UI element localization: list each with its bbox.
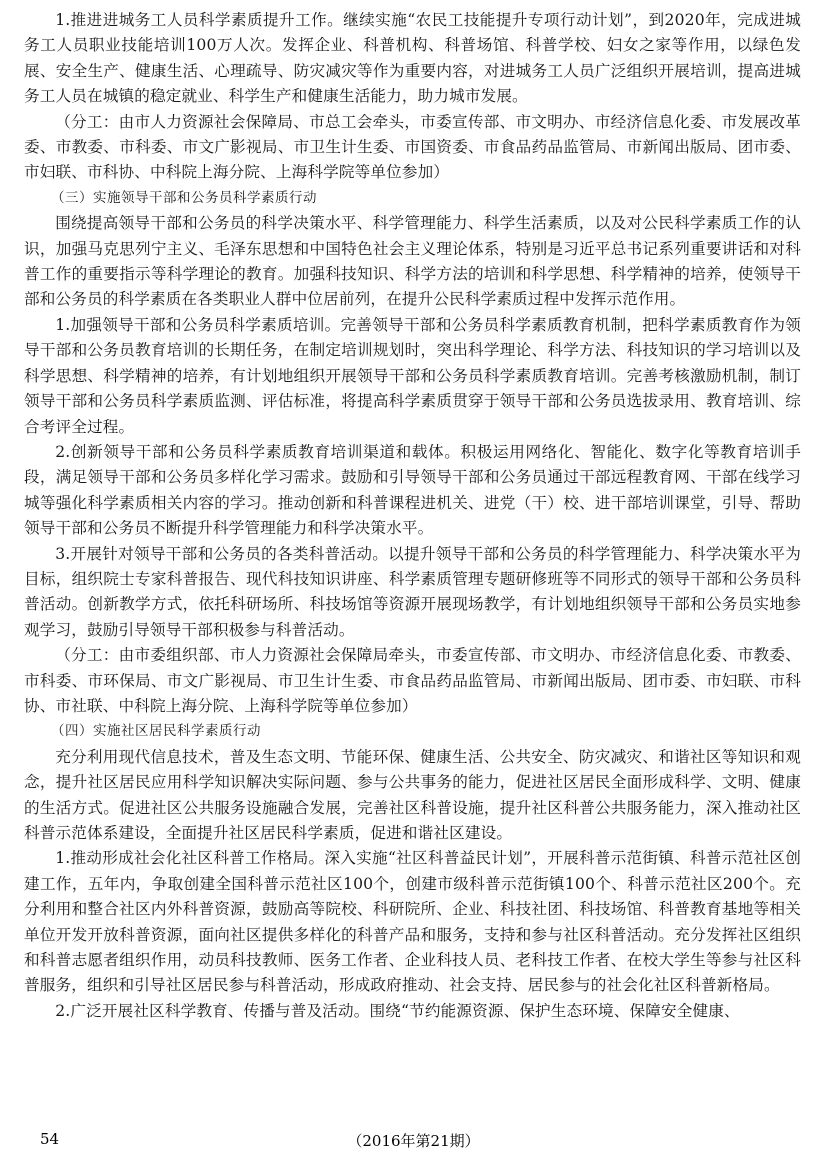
issue-label: （2016年第21期） xyxy=(347,1132,480,1150)
paragraph-officials-channels: 2.创新领导干部和公务员科学素质教育培训渠道和载体。积极运用网络化、智能化、数字化等教育培训手段，满足领导干部和公务员多样化学习需求。鼓励和引导领导干部和公务员通过干部远程教育网、干部在线学习城等强化科学素质相关内容的学习。推动创新和科普课程进机关、进党（干）校、进干部培训课堂，引导、帮助领导干部和公务员不断提升科学管理能力和科学决策水平。 xyxy=(24,442,801,538)
paragraph-migrant-workers-training: 1.推进进城务工人员科学素质提升工作。继续实施“农民工技能提升专项行动计划”，到2020年，完成进城务工人员职业技能培训100万人次。发挥企业、科普机构、科普场馆、科普学校、妇女之家等作用，以绿色发展、安全生产、健康生活、心理疏导、防灾减灾等作为重要内容，对进城务工人员广泛组织开展培训，提高进城务工人员在城镇的稳定就业、科学生产和健康生活能力，助力城市发展。 xyxy=(24,11,801,106)
paragraph-officials-activities: 3.开展针对领导干部和公务员的各类科普活动。以提升领导干部和公务员的科学管理能力、科学决策水平为目标，组织院士专家科普报告、现代科技知识讲座、科学素质管理专题研修班等不同形式的领导干部和公务员科普活动。创新教学方式，依托科研场所、科技场馆等资源开展现场教学，有计划地组织领导干部和公务员实地参观学习，鼓励引导领导干部积极参与科普活动。 xyxy=(24,544,801,639)
section-heading-community: （四）实施社区居民科学素质行动 xyxy=(51,723,261,740)
paragraph-officials-intro: 围绕提高领导干部和公务员的科学决策水平、科学管理能力、科学生活素质，以及对公民科学素质工作的认识，加强马克思列宁主义、毛泽东思想和中国特色社会主义理论体系，特别是习近平总书记系列重要讲话和对科普工作的重要指示等科学理论的教育。加强科技知识、科学方法的培训和科学思想、科学精神的培养，使领导干部和公务员的科学素质在各类职业人群中位居前列，在提升公民科学素质过程中发挥示范作用。 xyxy=(24,214,801,309)
paragraph-community-education: 2.广泛开展社区科学教育、传播与普及活动。围绕“节约能源资源、保护生态环境、保障安全健康、 xyxy=(55,1001,740,1020)
page-number: 54 xyxy=(40,1130,60,1148)
section-heading-officials: （三）实施领导干部和公务员科学素质行动 xyxy=(51,189,317,206)
paragraph-division-of-labor-1: （分工：由市人力资源社会保障局、市总工会牵头，市委宣传部、市文明办、市经济信息化委、市发展改革委、市教委、市科委、市文广影视局、市卫生计生委、市国资委、市食品药品监管局、市新闻出版局、团市委、市妇联、市科协、中科院上海分院、上海科学院等单位参加） xyxy=(24,112,801,182)
paragraph-officials-training: 1.加强领导干部和公务员科学素质培训。完善领导干部和公务员科学素质教育机制，把科学素质教育作为领导干部和公务员教育培训的长期任务，在制定培训规划时，突出科学理论、科学方法、科技知识的学习培训以及科学思想、科学精神的培养，有计划地组织开展领导干部和公务员科学素质教育培训。完善考核激励机制，制订领导干部和公务员科学素质监测、评估标准，将提高科学素质贯穿于领导干部和公务员选拔录用、教育培训、综合考评全过程。 xyxy=(24,315,801,436)
paragraph-division-of-labor-2: （分工：由市委组织部、市人力资源社会保障局牵头，市委宣传部、市文明办、市经济信息化委、市教委、市科委、市环保局、市文广影视局、市卫生计生委、市食品药品监管局、市新闻出版局、团市委、市妇联、市科协、市社联、中科院上海分院、上海科学院等单位参加） xyxy=(24,646,801,715)
page-footer xyxy=(0,1130,827,1154)
paragraph-community-pattern: 1.推动形成社会化社区科普工作格局。深入实施“社区科普益民计划”，开展科普示范街镇、科普示范社区创建工作，五年内，争取创建全国科普示范社区100个，创建市级科普示范街镇100个、科普示范社区200个。充分利用和整合社区内外科普资源，鼓励高等院校、科研院所、企业、科技社团、科技场馆、科普教育基地等相关单位开发开放科普资源，面向社区提供多样化的科普产品和服务，支持和参与社区科普活动。充分发挥社区组织和科普志愿者组织作用，动员科技教师、医务工作者、企业科技人员、老科技工作者、在校大学生等参与社区科普服务，组织和引导社区居民参与科普活动，形成政府推动、社会支持、居民参与的社会化社区科普新格局。 xyxy=(24,849,801,995)
paragraph-community-intro: 充分利用现代信息技术，普及生态文明、节能环保、健康生活、公共安全、防灾减灾、和谐社区等知识和观念，提升社区居民应用科学知识解决实际问题、参与公共事务的能力，促进社区居民全面形成科学、文明、健康的生活方式。促进社区公共服务设施融合发展，完善社区科普设施，提升社区科普公共服务能力，深入推动社区科普示范体系建设，全面提升社区居民科学素质，促进和谐社区建设。 xyxy=(24,747,801,842)
